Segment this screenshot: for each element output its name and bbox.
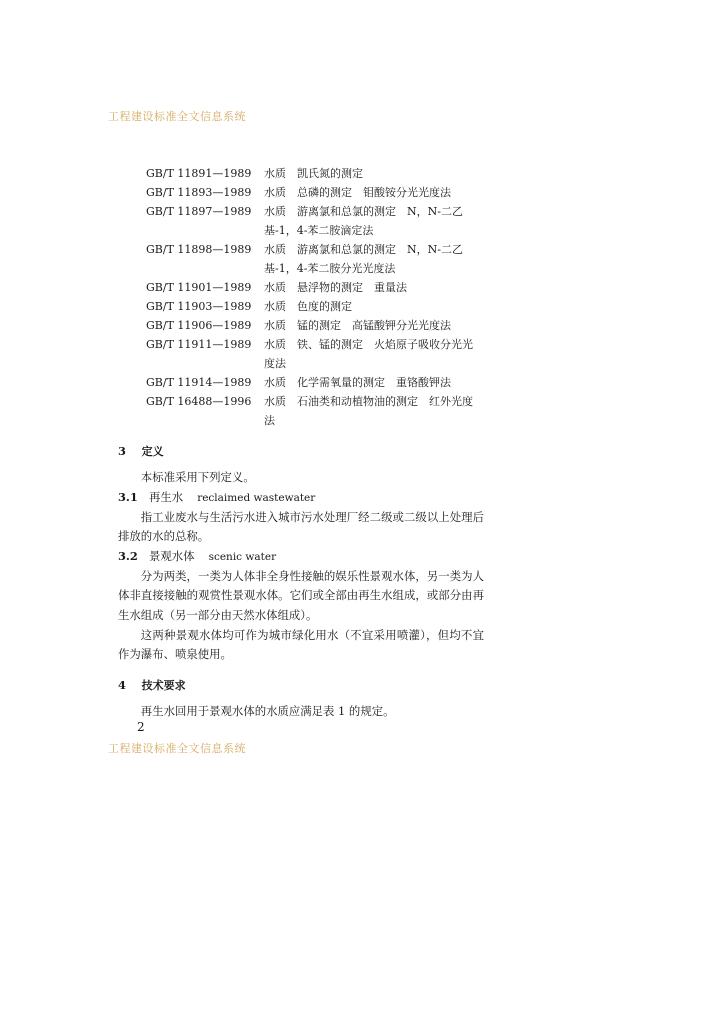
clause-number: 3.1 (118, 489, 138, 504)
reference-item (146, 278, 486, 297)
main-content (118, 442, 484, 721)
section-4-heading (118, 676, 484, 695)
clause-number: 3.2 (118, 548, 138, 563)
section-number: 3 (118, 444, 126, 458)
term-chinese: 景观水体 (149, 548, 195, 563)
reference-code: GB/T 16488—1996 (146, 395, 252, 408)
definition-3-2-heading (118, 547, 484, 567)
reference-title: 水质 总磷的测定 钼酸铵分光光度法 (264, 186, 451, 199)
reference-title: 水质 色度的测定 (264, 300, 352, 313)
reference-item (146, 373, 486, 392)
definition-3-1-heading (118, 488, 484, 508)
section-4-text: 再生水回用于景观水体的水质应满足表 1 的规定。 (140, 703, 395, 718)
reference-code: GB/T 11897—1989 (146, 205, 252, 218)
page-number: 2 (137, 720, 145, 734)
reference-code: GB/T 11911—1989 (146, 338, 252, 351)
reference-item (146, 392, 486, 430)
section-number: 4 (118, 677, 126, 692)
section-3-heading (118, 442, 484, 461)
definition-3-2-note: 这两种景观水体均可作为城市绿化用水（不宜采用喷灌），但均不宜作为瀑布、喷泉使用。 (118, 627, 484, 662)
section-3-intro: 本标准采用下列定义。 (140, 470, 255, 484)
reference-title: 水质 悬浮物的测定 重量法 (264, 281, 407, 294)
reference-code: GB/T 11893—1989 (146, 186, 252, 199)
definition-3-1-text: 指工业废水与生活污水进入城市污水处理厂经二级或二级以上处理后排放的水的总称。 (118, 509, 484, 544)
watermark-top: 工程建设标准全文信息系统 (108, 110, 246, 123)
term-chinese: 再生水 (149, 489, 184, 504)
section-title: 定义 (141, 445, 164, 458)
reference-code: GB/T 11906—1989 (146, 319, 252, 332)
watermark-bottom: 工程建设标准全文信息系统 (108, 742, 246, 755)
term-english: reclaimed wastewater (197, 491, 316, 504)
normative-references-list (146, 164, 486, 430)
reference-code: GB/T 11914—1989 (146, 376, 252, 389)
reference-code: GB/T 11901—1989 (146, 281, 252, 294)
reference-item (146, 183, 486, 202)
reference-title: 水质 化学需氧量的测定 重铬酸钾法 (264, 376, 451, 389)
reference-title: 水质 游离氯和总氯的测定 N，N-二乙基-1，4-苯二胺分光光度法 (264, 243, 463, 275)
term-english: scenic water (208, 550, 277, 563)
reference-item (146, 240, 486, 278)
reference-item (146, 202, 486, 240)
section-title: 技术要求 (141, 678, 186, 692)
definition-3-2-text: 分为两类，一类为人体非全身性接触的娱乐性景观水体，另一类为人体非直接接触的观赏性景观水体。它们或全部由再生水组成，或部分由再生水组成（另一部分由天然水体组成）。 (118, 568, 484, 622)
reference-title: 水质 铁、锰的测定 火焰原子吸收分光光度法 (264, 338, 473, 370)
reference-item (146, 335, 486, 373)
reference-code: GB/T 11903—1989 (146, 300, 252, 313)
reference-item (146, 316, 486, 335)
reference-title: 水质 石油类和动植物油的测定 红外光度法 (264, 395, 473, 427)
reference-title: 水质 游离氯和总氯的测定 N，N-二乙基-1，4-苯二胺滴定法 (264, 205, 463, 237)
reference-title: 水质 锰的测定 高锰酸钾分光光度法 (264, 319, 451, 332)
reference-code: GB/T 11891—1989 (146, 167, 252, 180)
reference-item (146, 297, 486, 316)
reference-code: GB/T 11898—1989 (146, 243, 252, 256)
reference-title: 水质 凯氏氮的测定 (264, 167, 363, 180)
reference-item (146, 164, 486, 183)
